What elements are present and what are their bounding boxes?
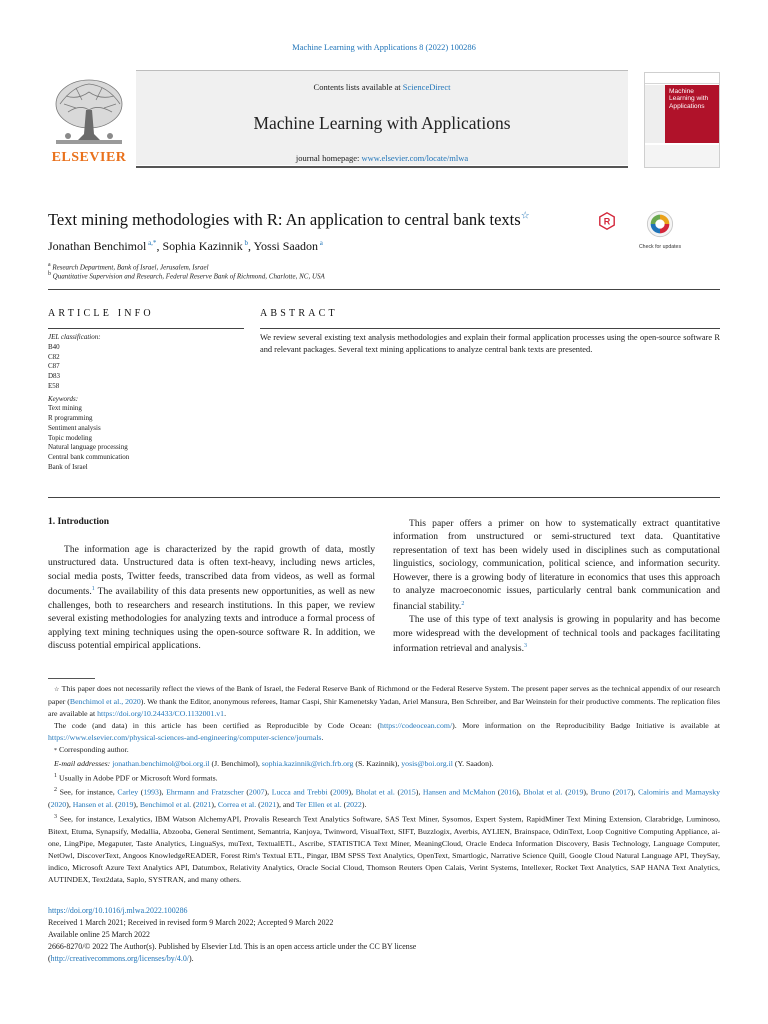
citation-link[interactable]: Bruno <box>590 787 611 797</box>
citation-link[interactable]: Benchimol et al., 2020 <box>69 697 141 707</box>
citation-link[interactable]: Hansen et al. <box>72 800 114 810</box>
citation-link[interactable]: Carley <box>117 787 139 797</box>
replication-link[interactable]: https://doi.org/10.24433/CO.1132001.v1 <box>97 709 225 719</box>
keyword: Sentiment analysis <box>48 423 101 432</box>
footnote-ref[interactable]: 2 <box>461 600 465 607</box>
journal-title: Machine Learning with Applications <box>253 113 511 133</box>
sciencedirect-link[interactable]: ScienceDirect <box>402 82 451 92</box>
license-link[interactable]: http://creativecommons.org/licenses/by/4.0/ <box>50 954 189 964</box>
running-header[interactable]: Machine Learning with Applications 8 (2022) 100286 <box>292 42 476 52</box>
footnotes <box>48 683 720 886</box>
affiliation: $^b$ Quantitative Supervision and Research, Federal Reserve Bank of Richmond, Charlotte, NC, USA <box>48 271 325 281</box>
citation-link[interactable]: Bholat et al. <box>355 787 395 797</box>
title-footnote-mark[interactable]: ☆ <box>520 210 530 222</box>
publisher-name: ELSEVIER <box>51 150 127 165</box>
article-info-heading: ARTICLE INFO <box>48 308 154 319</box>
author-affiliation-mark[interactable]: a <box>319 239 323 247</box>
paragraph: This paper offers a primer on how to systematically extract quantitative information from unstructured or semi-structured text data. Quantitative representation of text has been widely used in disciplines such as computational linguistics, sociology, communication, political science, and information security. However, there is a growing body of literature in economics that uses this approach to analyze macroeconomic issues, particularly central bank communication and financial stability.$^2$ <box>393 518 720 612</box>
article-title-text: Text mining methodologies with R: An application to central bank texts <box>48 210 521 229</box>
footnote-ref[interactable]: 3 <box>523 643 527 650</box>
keyword: R programming <box>48 414 93 422</box>
keyword: Natural language processing <box>48 443 128 452</box>
elsevier-tree-icon <box>48 74 130 148</box>
citation-link[interactable]: Hansen and McMahon <box>422 787 496 797</box>
divider <box>48 328 244 329</box>
article-title <box>48 210 530 230</box>
elsevier-logo <box>48 74 130 166</box>
citation-link[interactable]: Bholat et al. <box>523 787 563 797</box>
citation-list: Carley (1993), Ehrmann and Fratzscher (2007), Lucca and Trebbi (2009), Bholat et al. (2015), Hansen and McMahon (2016), Bholat et al. (2019), Bruno (2017), Calomiris and Mamaysky (2020), Hansen et al. (2019), Benchimol et al. (2021), Correa et al. (2021), and Ter Ellen et al. (2022). <box>48 787 721 810</box>
article-info <box>48 333 244 473</box>
footnote: * Corresponding author. <box>54 745 129 755</box>
citation-year-link[interactable]: 2016 <box>500 787 517 797</box>
homepage-prefix: journal homepage: <box>295 153 362 163</box>
journal-banner <box>48 70 720 168</box>
footnote: $^3$ See, for instance, Lexalytics, IBM Watson AlchemyAPI, Provalis Research Text Analytics Software, SAS Text Miner, Sysomos, Expert System, RapidMiner Text Mining Extension, Clarabridge, Luminoso, Bitext, Etuma, Synapsify, Medallia, Abzooba, General Sentiment, Semantria, Kanjoya, Twinword, VisualText, SIFT, Buzzlogix, Averbis, AYLIEN, Brainspace, OdinText, Loop Cognitive Computing Appliance, ai-one, LingPipe, Megaputer, Taste Analytics, LinguaSys, muText, TextualETL, Ascribe, STATISTICA Text Miner, MeaningCloud, Oracle Endeca Information Discovery, Basis Technology, Language Computer, NetOwl, DiscoverText, Angoos KnowledgeREADER, Forest Rim's Textual ETL, Pingar, IBM SPSS Text Analytics, OpenText, Smartlogic, Narrative Science Quill, Google Cloud Natural Language API, TheySay, indico, Microsoft Azure Text Analytics API, Datumbox, Relativity Analytics, Oracle Social Cloud, Thomson Reuters Open Calais, Verint Systems, Intellexer, Rocket Text Analytics, SAP HANA Text Analytics, AUTINDEX, Text2data, Saplo, SYSTRAN, and many others. <box>48 814 720 885</box>
footnote: $^2$ See, for instance, Carley (1993), Ehrmann and Fratzscher (2007), Lucca and Trebbi (2009), Bholat et al. (2015), Hansen and McMahon (2016), Bholat et al. (2019), Bruno (2017), Calomiris and Mamaysky (2020), Hansen et al. (2019), Benchimol et al. (2021), Correa et al. (2021), and Ter Ellen et al. (2022). <box>48 787 721 810</box>
citation-year-link[interactable]: 2020 <box>50 800 67 810</box>
right-column <box>393 517 720 656</box>
cover-title: Machine Learning with Applications <box>665 85 720 143</box>
doi-link[interactable]: https://doi.org/10.1016/j.mlwa.2022.100286 <box>48 906 188 915</box>
journal-cover-thumbnail[interactable] <box>644 72 720 168</box>
jel-code: D83 <box>48 372 61 380</box>
email-link[interactable]: jonathan.benchimol@boi.org.il <box>112 758 210 768</box>
online-date: Available online 25 March 2022 <box>48 930 150 940</box>
footnote: The code (and data) in this article has been certified as Reproducible by Code Ocean: (https://codeocean.com/). More information on the Reproducibility Badge Initiative is available at https://www.elsevier.com/physical-sciences-and-engineering/computer-science/journals. <box>48 721 720 743</box>
author-affiliation-mark[interactable]: a,* <box>148 239 157 247</box>
check-updates-label: Check for updates <box>638 244 682 250</box>
keyword: Text mining <box>48 404 82 413</box>
author-name[interactable]: Jonathan Benchimol <box>48 239 147 253</box>
paragraph: The information age is characterized by the rapid growth of data, mostly unstructured data. Unstructured data is often text-heavy, including news articles, social media posts, Twitter feeds, transcribed data from videos, as well as formal documents.$^1$ The availability of this data presents new opportunities, as well as new challenges, both to researchers and research institutions. In this paper, we review several existing methodologies for analyzing texts and introduce a formal process of applying text mining techniques using the open-source software R. In addition, we discuss potential empirical applications. <box>48 544 375 652</box>
citation-year-link[interactable]: 1993 <box>143 787 159 797</box>
citation-year-link[interactable]: 2019 <box>117 800 134 810</box>
keywords-label: Keywords: <box>48 394 79 403</box>
keyword: Bank of Israel <box>48 462 88 471</box>
article-history <box>48 905 720 965</box>
author-affiliation-mark[interactable]: b <box>244 239 249 247</box>
author-list: Jonathan Benchimol $^{a,*}$, Sophia Kazinnik $^b$, Yossi Saadon $^a$ <box>48 239 323 253</box>
citation-link[interactable]: Ter Ellen et al. <box>295 800 342 810</box>
left-column <box>48 543 375 653</box>
citation-year-link[interactable]: 2021 <box>195 800 212 810</box>
jel-code: C87 <box>48 362 60 371</box>
citation-link[interactable]: Lucca and Trebbi <box>271 787 328 797</box>
homepage-line <box>136 153 628 163</box>
citation-year-link[interactable]: 2022 <box>346 800 362 810</box>
received-dates: Received 1 March 2021; Received in revised form 9 March 2022; Accepted 9 March 2022 <box>48 918 334 928</box>
check-for-updates-button[interactable] <box>636 210 684 254</box>
affiliation: $^a$ Research Department, Bank of Israel, Jerusalem, Israel <box>48 262 209 272</box>
abstract-text: We review several existing text analysis methodologies and explain their formal application processes using the open-source software R and relevant packages. Several text mining applications to analyze central bank texts are presented. <box>260 333 720 354</box>
license-text: 2666-8270/© 2022 The Author(s). Published by Elsevier Ltd. This is an open access article under the CC BY license <box>48 942 417 952</box>
license-line: (http://creativecommons.org/licenses/by/4.0/). <box>48 954 194 964</box>
citation-link[interactable]: Calomiris and Mamaysky <box>638 787 721 797</box>
author-name[interactable]: Yossi Saadon <box>253 239 319 253</box>
divider <box>48 289 720 290</box>
citation-year-link[interactable]: 2019 <box>567 787 584 797</box>
paragraph: The use of this type of text analysis is growing in popularity and has become more widespread with the development of technical tools and packages facilitating information retrieval and analysis.$^3$ <box>393 614 720 655</box>
divider <box>48 497 720 498</box>
homepage-link[interactable]: www.elsevier.com/locate/mlwa <box>361 153 469 163</box>
abstract-heading: ABSTRACT <box>260 308 338 319</box>
elsevier-journals-link[interactable]: https://www.elsevier.com/physical-sciences-and-engineering/computer-science/journals <box>48 733 322 743</box>
author-name[interactable]: Sophia Kazinnik <box>162 239 243 253</box>
check-updates-icon <box>646 210 674 238</box>
email-link[interactable]: yosis@boi.org.il <box>401 758 453 768</box>
banner-rule <box>136 166 628 168</box>
jel-code: E58 <box>48 381 60 390</box>
email-link[interactable]: sophia.kazinnik@rich.frb.org <box>261 758 354 768</box>
citation-link[interactable]: Correa et al. <box>217 800 257 810</box>
reproducible-badge-icon[interactable] <box>598 212 616 230</box>
keyword: Central bank communication <box>48 453 130 461</box>
section-heading: 1. Introduction <box>48 517 110 527</box>
citation-link[interactable]: Benchimol et al. <box>139 800 192 810</box>
footnote-rule <box>48 678 95 679</box>
svg-text:R: R <box>603 216 611 227</box>
keyword: Topic modeling <box>48 433 93 442</box>
contents-prefix: Contents lists available at <box>313 82 403 92</box>
footnote: $^1$ Usually in Adobe PDF or Microsoft Word formats. <box>54 772 218 783</box>
jel-code: C82 <box>48 352 60 361</box>
footnote: E-mail addresses: jonathan.benchimol@boi.org.il (J. Benchimol), sophia.kazinnik@rich.frb.org (S. Kazinnik), yosis@boi.org.il (Y. Saadon). <box>54 758 494 768</box>
banner-center <box>136 70 628 165</box>
codeocean-link[interactable]: https://codeocean.com/ <box>380 721 453 731</box>
citation-link[interactable]: Ehrmann and Fratzscher <box>166 787 244 797</box>
jel-label: JEL classification: <box>48 333 101 341</box>
citation-year-link[interactable]: 2007 <box>248 787 265 797</box>
jel-code: B40 <box>48 342 60 351</box>
citation-year-link[interactable]: 2009 <box>332 787 349 797</box>
citation-year-link[interactable]: 2017 <box>615 787 631 797</box>
citation-year-link[interactable]: 2021 <box>260 800 277 810</box>
contents-line <box>136 82 628 92</box>
divider <box>260 328 720 329</box>
footnote: ☆ This paper does not necessarily reflect the views of the Bank of Israel, the Federal Reserve Bank of Richmond or the Federal Reserve System. The present paper serves as the technical appendix of our research paper (Benchimol et al., 2020). We thank the Editor, anonymous referees, Itamar Caspi, Shir Kamenetsky Yadan, Ariel Mansura, Ben Schreiber, and Bar Weinstein for their productive comments. The replication files are available at https://doi.org/10.24433/CO.1132001.v1. <box>48 684 720 719</box>
citation-year-link[interactable]: 2015 <box>400 787 416 797</box>
footnote-ref[interactable]: 1 <box>91 586 95 593</box>
